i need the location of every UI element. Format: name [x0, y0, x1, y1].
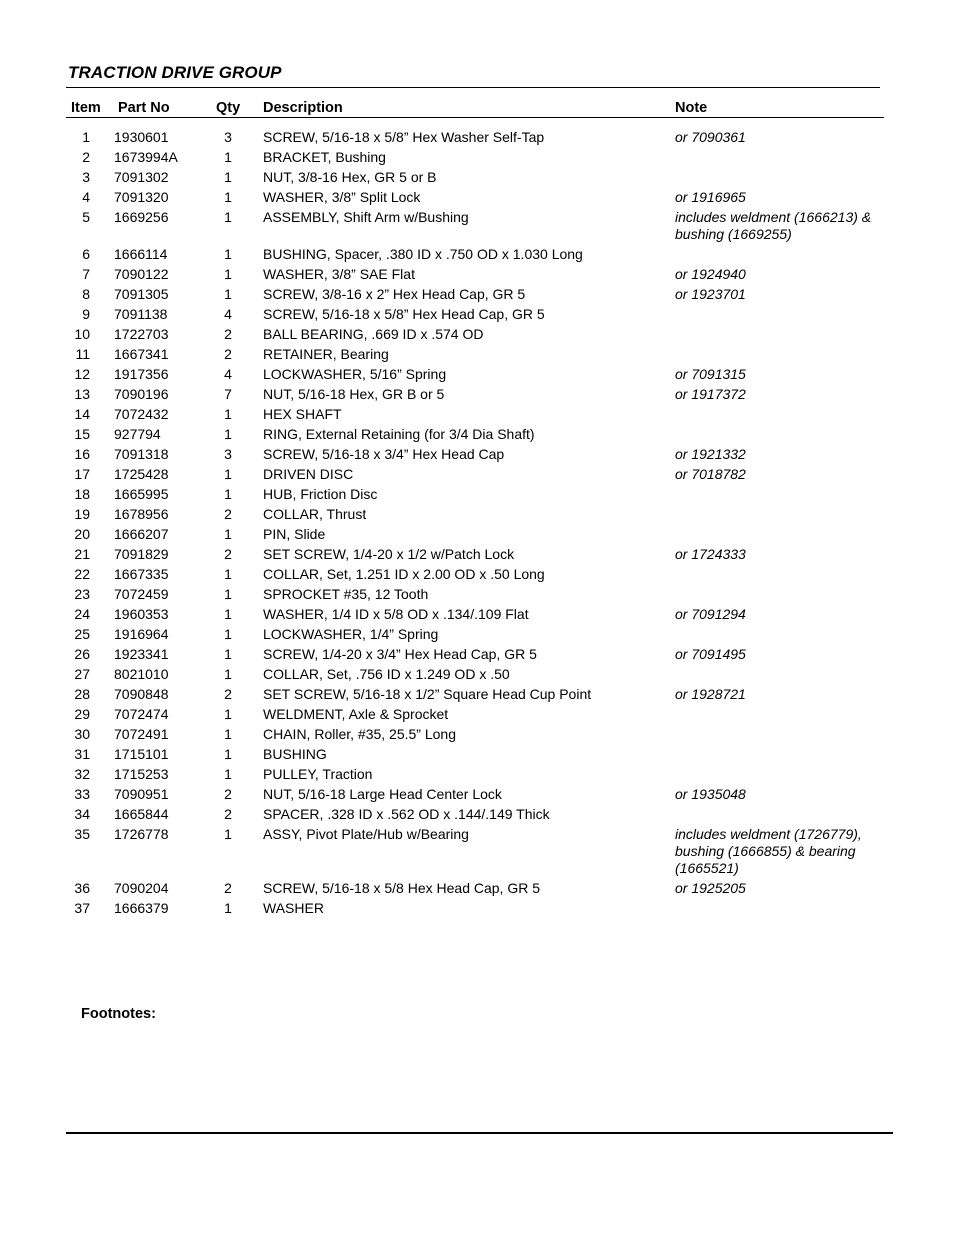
cell-part-no: 7090122 — [114, 265, 169, 282]
table-row — [0, 584, 954, 604]
cell-part-no: 1725428 — [114, 465, 169, 482]
cell-qty: 1 — [224, 148, 232, 165]
cell-qty: 1 — [224, 645, 232, 662]
table-row — [0, 824, 954, 878]
table-row — [0, 898, 954, 918]
cell-item: 4 — [82, 188, 90, 205]
cell-qty: 1 — [224, 825, 232, 842]
cell-note — [675, 486, 880, 503]
table-row — [0, 524, 954, 544]
cell-note: or 7018782 — [675, 465, 746, 482]
cell-description: NUT, 5/16-18 Hex, GR B or 5 — [263, 385, 445, 402]
table-row — [0, 484, 954, 504]
cell-qty: 1 — [224, 465, 232, 482]
cell-qty: 1 — [224, 485, 232, 502]
parts-table — [0, 127, 954, 918]
cell-item: 34 — [74, 805, 90, 822]
cell-description: COLLAR, Set, 1.251 ID x 2.00 OD x .50 Long — [263, 565, 545, 582]
cell-description: WASHER, 1/4 ID x 5/8 OD x .134/.109 Flat — [263, 605, 529, 622]
cell-qty: 1 — [224, 285, 232, 302]
cell-description: NUT, 3/8-16 Hex, GR 5 or B — [263, 168, 437, 185]
cell-part-no: 7072459 — [114, 585, 169, 602]
table-row — [0, 264, 954, 284]
cell-part-no: 1930601 — [114, 128, 169, 145]
cell-item: 30 — [74, 725, 90, 742]
cell-part-no: 1665995 — [114, 485, 169, 502]
table-row — [0, 444, 954, 464]
cell-item: 11 — [75, 345, 90, 362]
cell-item: 18 — [74, 485, 90, 502]
cell-item: 31 — [74, 745, 90, 762]
cell-description: SET SCREW, 1/4-20 x 1/2 w/Patch Lock — [263, 545, 515, 562]
table-row — [0, 364, 954, 384]
cell-qty: 1 — [224, 168, 232, 185]
cell-part-no: 7091320 — [114, 188, 169, 205]
cell-qty: 2 — [224, 505, 232, 522]
cell-note — [675, 506, 880, 523]
cell-note: or 1924940 — [675, 265, 746, 282]
cell-description: COLLAR, Thrust — [263, 505, 367, 522]
cell-description: WASHER — [263, 899, 324, 916]
cell-item: 17 — [74, 465, 90, 482]
cell-description: SPROCKET #35, 12 Tooth — [263, 585, 429, 602]
cell-description: SCREW, 5/16-18 x 5/8” Hex Head Cap, GR 5 — [263, 305, 545, 322]
cell-description: RETAINER, Bearing — [263, 345, 389, 362]
cell-note: includes weldment (1666213) & bushing (1669255) — [675, 208, 872, 242]
cell-part-no: 1666114 — [114, 245, 168, 262]
cell-item: 15 — [74, 425, 90, 442]
table-row — [0, 207, 954, 244]
cell-item: 36 — [74, 879, 90, 896]
cell-description: SCREW, 5/16-18 x 5/8 Hex Head Cap, GR 5 — [263, 879, 541, 896]
cell-part-no: 1715253 — [114, 765, 169, 782]
cell-description: PIN, Slide — [263, 525, 326, 542]
cell-part-no: 7091829 — [114, 545, 169, 562]
cell-part-no: 1923341 — [114, 645, 169, 662]
cell-part-no: 1715101 — [114, 745, 169, 762]
cell-description: HUB, Friction Disc — [263, 485, 378, 502]
table-row — [0, 384, 954, 404]
cell-description: CHAIN, Roller, #35, 25.5” Long — [263, 725, 456, 742]
table-row — [0, 187, 954, 207]
table-row — [0, 784, 954, 804]
cell-qty: 1 — [224, 265, 232, 282]
table-row — [0, 604, 954, 624]
cell-part-no: 1667335 — [114, 565, 169, 582]
cell-item: 22 — [74, 565, 90, 582]
cell-qty: 1 — [224, 705, 232, 722]
cell-note — [675, 346, 880, 363]
table-row — [0, 344, 954, 364]
cell-note — [675, 326, 880, 343]
cell-note: or 1724333 — [675, 545, 746, 562]
cell-item: 12 — [74, 365, 90, 382]
cell-qty: 1 — [224, 585, 232, 602]
cell-description: DRIVEN DISC — [263, 465, 354, 482]
table-row — [0, 724, 954, 744]
table-row — [0, 244, 954, 264]
cell-note — [675, 726, 880, 743]
cell-qty: 2 — [224, 345, 232, 362]
table-row — [0, 644, 954, 664]
cell-qty: 2 — [224, 879, 232, 896]
cell-note: or 1921332 — [675, 445, 746, 462]
cell-item: 2 — [82, 148, 90, 165]
cell-note — [675, 566, 880, 583]
cell-part-no: 1960353 — [114, 605, 169, 622]
cell-item: 32 — [74, 765, 90, 782]
cell-item: 9 — [82, 305, 90, 322]
cell-description: SET SCREW, 5/16-18 x 1/2” Square Head Cup Point — [263, 685, 592, 702]
cell-item: 37 — [74, 899, 90, 916]
cell-qty: 1 — [224, 765, 232, 782]
cell-note — [675, 900, 880, 917]
cell-part-no: 7090196 — [114, 385, 169, 402]
table-row — [0, 324, 954, 344]
cell-part-no: 7090848 — [114, 685, 169, 702]
cell-item: 14 — [74, 405, 90, 422]
cell-description: WASHER, 3/8” Split Lock — [263, 188, 421, 205]
cell-item: 27 — [74, 665, 90, 682]
cell-qty: 4 — [224, 305, 232, 322]
cell-note — [675, 586, 880, 603]
cell-qty: 1 — [224, 899, 232, 916]
cell-note: or 1925205 — [675, 879, 746, 896]
table-row — [0, 878, 954, 898]
cell-part-no: 1917356 — [114, 365, 169, 382]
cell-part-no: 927794 — [114, 425, 161, 442]
cell-note — [675, 406, 880, 423]
table-row — [0, 284, 954, 304]
cell-qty: 1 — [224, 405, 232, 422]
table-row — [0, 704, 954, 724]
cell-description: SPACER, .328 ID x .562 OD x .144/.149 Thick — [263, 805, 550, 822]
cell-qty: 1 — [224, 625, 232, 642]
footnotes-label: Footnotes: — [81, 1006, 156, 1022]
cell-item: 5 — [82, 208, 90, 225]
cell-note — [675, 766, 880, 783]
cell-part-no: 7090204 — [114, 879, 169, 896]
table-row — [0, 464, 954, 484]
cell-part-no: 7072491 — [114, 725, 169, 742]
cell-note: or 1935048 — [675, 785, 746, 802]
cell-note — [675, 666, 880, 683]
cell-item: 25 — [74, 625, 90, 642]
cell-note — [675, 806, 880, 823]
cell-part-no: 1667341 — [114, 345, 169, 362]
cell-note — [675, 526, 880, 543]
cell-item: 20 — [74, 525, 90, 542]
cell-item: 3 — [82, 168, 90, 185]
cell-item: 26 — [74, 645, 90, 662]
cell-description: ASSY, Pivot Plate/Hub w/Bearing — [263, 825, 469, 842]
cell-item: 8 — [82, 285, 90, 302]
table-row — [0, 744, 954, 764]
cell-qty: 1 — [224, 665, 232, 682]
cell-item: 1 — [82, 128, 90, 145]
cell-part-no: 8021010 — [114, 665, 169, 682]
cell-note: or 1917372 — [675, 385, 746, 402]
cell-qty: 2 — [224, 325, 232, 342]
cell-note: or 7091294 — [675, 605, 746, 622]
cell-qty: 2 — [224, 785, 232, 802]
cell-part-no: 7091318 — [114, 445, 169, 462]
cell-item: 6 — [82, 245, 90, 262]
table-row — [0, 764, 954, 784]
cell-description: SCREW, 1/4-20 x 3/4” Hex Head Cap, GR 5 — [263, 645, 537, 662]
cell-qty: 1 — [224, 725, 232, 742]
table-row — [0, 424, 954, 444]
cell-item: 19 — [74, 505, 90, 522]
cell-description: WELDMENT, Axle & Sprocket — [263, 705, 449, 722]
cell-item: 29 — [74, 705, 90, 722]
cell-item: 10 — [74, 325, 90, 342]
header-part-no: Part No — [118, 100, 170, 116]
cell-description: NUT, 5/16-18 Large Head Center Lock — [263, 785, 502, 802]
cell-part-no: 1722703 — [114, 325, 169, 342]
table-row — [0, 304, 954, 324]
cell-part-no: 7091305 — [114, 285, 169, 302]
table-row — [0, 544, 954, 564]
cell-note: or 7091495 — [675, 645, 746, 662]
cell-note: or 1928721 — [675, 685, 746, 702]
cell-qty: 1 — [224, 525, 232, 542]
cell-item: 7 — [82, 265, 90, 282]
cell-item: 16 — [74, 445, 90, 462]
cell-qty: 2 — [224, 545, 232, 562]
cell-qty: 2 — [224, 685, 232, 702]
cell-qty: 3 — [224, 128, 232, 145]
cell-qty: 4 — [224, 365, 232, 382]
cell-note: or 7091315 — [675, 365, 746, 382]
table-row — [0, 167, 954, 187]
title-rule — [66, 87, 880, 88]
cell-qty: 1 — [224, 425, 232, 442]
cell-item: 33 — [74, 785, 90, 802]
cell-part-no: 1673994A — [114, 148, 178, 165]
cell-description: PULLEY, Traction — [263, 765, 373, 782]
cell-note — [675, 706, 880, 723]
cell-description: SCREW, 5/16-18 x 5/8” Hex Washer Self-Tap — [263, 128, 545, 145]
header-rule — [66, 117, 884, 118]
cell-description: SCREW, 3/8-16 x 2” Hex Head Cap, GR 5 — [263, 285, 526, 302]
cell-part-no: 7091302 — [114, 168, 169, 185]
cell-part-no: 7091138 — [114, 305, 168, 322]
cell-item: 21 — [74, 545, 90, 562]
table-row — [0, 147, 954, 167]
cell-qty: 3 — [224, 445, 232, 462]
cell-part-no: 7090951 — [114, 785, 169, 802]
cell-part-no: 1665844 — [114, 805, 169, 822]
table-row — [0, 504, 954, 524]
cell-note: or 1923701 — [675, 285, 746, 302]
cell-item: 24 — [74, 605, 90, 622]
cell-qty: 7 — [224, 385, 232, 402]
cell-description: BALL BEARING, .669 ID x .574 OD — [263, 325, 484, 342]
table-row — [0, 404, 954, 424]
cell-part-no: 1678956 — [114, 505, 169, 522]
cell-note — [675, 626, 880, 643]
cell-note: or 7090361 — [675, 128, 746, 145]
cell-description: LOCKWASHER, 5/16” Spring — [263, 365, 447, 382]
header-description: Description — [263, 100, 343, 116]
cell-description: LOCKWASHER, 1/4” Spring — [263, 625, 439, 642]
cell-part-no: 1669256 — [114, 208, 169, 225]
cell-qty: 1 — [224, 188, 232, 205]
table-row — [0, 664, 954, 684]
cell-qty: 2 — [224, 805, 232, 822]
cell-note — [675, 149, 880, 166]
cell-description: SCREW, 5/16-18 x 3/4” Hex Head Cap — [263, 445, 505, 462]
table-row — [0, 127, 954, 147]
table-row — [0, 684, 954, 704]
cell-note — [675, 246, 880, 263]
cell-note — [675, 746, 880, 763]
cell-qty: 1 — [224, 745, 232, 762]
cell-description: COLLAR, Set, .756 ID x 1.249 OD x .50 — [263, 665, 510, 682]
cell-item: 23 — [74, 585, 90, 602]
cell-description: WASHER, 3/8” SAE Flat — [263, 265, 415, 282]
cell-qty: 1 — [224, 565, 232, 582]
cell-note: includes weldment (1726779), bushing (1666855) & bearing (1665521) — [675, 825, 862, 876]
cell-note — [675, 169, 880, 186]
cell-description: ASSEMBLY, Shift Arm w/Bushing — [263, 208, 469, 225]
cell-part-no: 7072432 — [114, 405, 169, 422]
header-qty: Qty — [216, 100, 241, 116]
cell-note — [675, 306, 880, 323]
cell-qty: 1 — [224, 605, 232, 622]
cell-description: BUSHING — [263, 745, 327, 762]
cell-part-no: 1666379 — [114, 899, 169, 916]
cell-description: HEX SHAFT — [263, 405, 342, 422]
table-row — [0, 804, 954, 824]
cell-item: 13 — [74, 385, 90, 402]
page-title: TRACTION DRIVE GROUP — [68, 63, 282, 82]
cell-part-no: 7072474 — [114, 705, 169, 722]
cell-part-no: 1666207 — [114, 525, 169, 542]
cell-part-no: 1726778 — [114, 825, 169, 842]
cell-qty: 1 — [224, 208, 232, 225]
table-row — [0, 564, 954, 584]
table-row — [0, 624, 954, 644]
cell-description: RING, External Retaining (for 3/4 Dia Shaft) — [263, 425, 535, 442]
cell-item: 28 — [74, 685, 90, 702]
cell-qty: 1 — [224, 245, 232, 262]
cell-note: or 1916965 — [675, 188, 746, 205]
cell-description: BRACKET, Bushing — [263, 148, 386, 165]
header-note: Note — [675, 100, 708, 116]
cell-item: 35 — [74, 825, 90, 842]
cell-description: BUSHING, Spacer, .380 ID x .750 OD x 1.030 Long — [263, 245, 583, 262]
bottom-rule — [66, 1132, 893, 1134]
cell-note — [675, 426, 880, 443]
header-item: Item — [71, 100, 101, 116]
cell-part-no: 1916964 — [114, 625, 169, 642]
